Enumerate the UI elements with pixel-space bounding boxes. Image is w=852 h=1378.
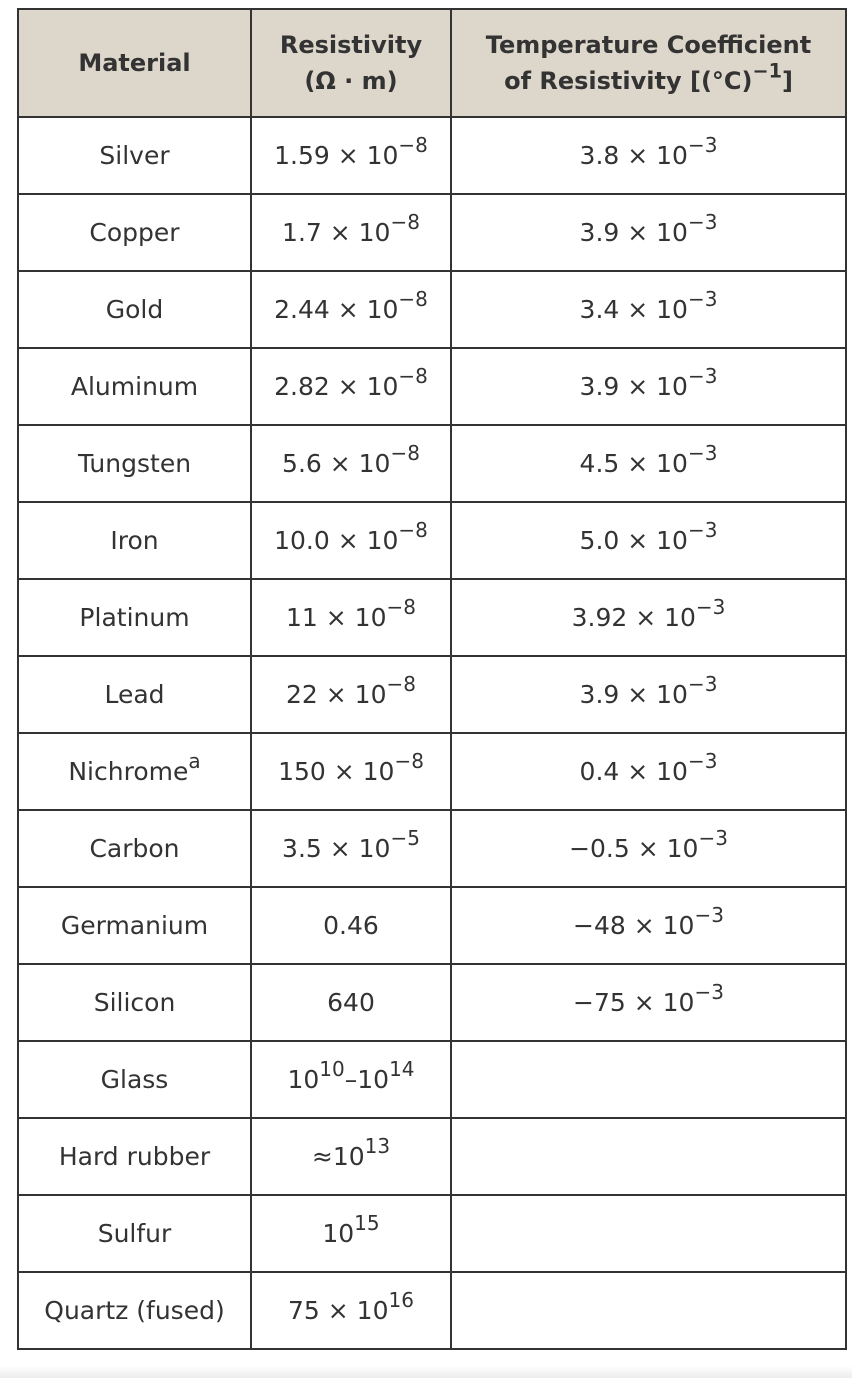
resistivity-mantissa: 10 [287, 1065, 320, 1094]
resistivity-exponent: −8 [390, 441, 420, 465]
material-cell [18, 1195, 251, 1272]
resistivity-cell [251, 887, 451, 964]
resistivity-exponent: −8 [390, 210, 420, 234]
material-name: Platinum [79, 603, 190, 632]
temp-coefficient-cell [451, 964, 846, 1041]
resistivity-cell [251, 1272, 451, 1349]
resistivity-mantissa: 5.6 × 10 [282, 449, 391, 478]
temp-coefficient-cell [451, 1041, 846, 1118]
resistivity-exponent: −8 [394, 749, 424, 773]
resistivity-mantissa: 640 [327, 988, 375, 1017]
temp-coefficient-mantissa: 0.4 × 10 [579, 757, 688, 786]
resistivity-mantissa: 3.5 × 10 [282, 834, 391, 863]
header-temp-coefficient-unit-pre: of Resistivity [(°C) [504, 67, 753, 95]
temp-coefficient-exponent: −3 [695, 595, 726, 619]
temp-coefficient-mantissa: 3.8 × 10 [579, 141, 688, 170]
resistivity-cell [251, 1118, 451, 1195]
table-body [18, 117, 846, 1349]
table-row [18, 1118, 846, 1195]
temp-coefficient-mantissa: 3.9 × 10 [579, 372, 688, 401]
resistivity-cell [251, 117, 451, 194]
resistivity-range-upper-exponent: 14 [389, 1057, 415, 1081]
resistivity-range-upper: –10 [344, 1065, 390, 1094]
material-cell [18, 579, 251, 656]
material-name: Nichrome [68, 757, 189, 786]
material-cell [18, 348, 251, 425]
resistivity-exponent: −8 [398, 287, 428, 311]
resistivity-exponent: 15 [354, 1211, 380, 1235]
resistivity-mantissa: 22 × 10 [286, 680, 387, 709]
temp-coefficient-mantissa: 3.9 × 10 [579, 218, 688, 247]
temp-coefficient-mantissa: 3.4 × 10 [579, 295, 688, 324]
material-name: Aluminum [70, 372, 199, 401]
temp-coefficient-cell [451, 194, 846, 271]
resistivity-mantissa: 10.0 × 10 [274, 526, 399, 555]
temp-coefficient-exponent: −3 [694, 903, 724, 927]
temp-coefficient-mantissa: 4.5 × 10 [579, 449, 688, 478]
temp-coefficient-cell [451, 1118, 846, 1195]
header-temp-coefficient-line1: Temperature Coefficient [485, 31, 812, 59]
temp-coefficient-cell [451, 1272, 846, 1349]
resistivity-cell [251, 1041, 451, 1118]
header-resistivity-unit: (Ω · m) [304, 67, 398, 95]
table-row [18, 425, 846, 502]
material-cell [18, 425, 251, 502]
material-cell [18, 1118, 251, 1195]
resistivity-cell [251, 271, 451, 348]
material-cell [18, 810, 251, 887]
material-cell [18, 1272, 251, 1349]
temp-coefficient-mantissa: 3.9 × 10 [579, 680, 688, 709]
temp-coefficient-exponent: −3 [687, 210, 718, 234]
resistivity-cell [251, 348, 451, 425]
temp-coefficient-exponent: −3 [687, 287, 718, 311]
table-row [18, 117, 846, 194]
resistivity-mantissa: 1.59 × 10 [274, 141, 399, 170]
temp-coefficient-cell [451, 348, 846, 425]
temp-coefficient-cell [451, 579, 846, 656]
header-row [18, 9, 846, 117]
temp-coefficient-cell [451, 810, 846, 887]
resistivity-cell [251, 194, 451, 271]
table-row [18, 348, 846, 425]
table-row [18, 194, 846, 271]
temp-coefficient-exponent: −3 [687, 672, 718, 696]
temp-coefficient-cell [451, 1195, 846, 1272]
temp-coefficient-cell [451, 887, 846, 964]
material-name: Germanium [60, 911, 209, 940]
resistivity-cell [251, 425, 451, 502]
resistivity-exponent: 13 [364, 1134, 391, 1158]
material-name: Iron [110, 526, 159, 555]
resistivity-cell [251, 810, 451, 887]
header-resistivity-line1: Resistivity [279, 31, 423, 59]
header-temp-coefficient [451, 9, 846, 117]
table-row [18, 656, 846, 733]
material-cell [18, 964, 251, 1041]
material-name: Gold [105, 295, 164, 324]
resistivity-cell [251, 1195, 451, 1272]
resistivity-exponent: −5 [390, 826, 420, 850]
resistivity-cell [251, 733, 451, 810]
header-temp-coefficient-unit-post: ] [781, 67, 793, 95]
resistivity-cell [251, 656, 451, 733]
material-name: Silicon [93, 988, 176, 1017]
material-cell [18, 733, 251, 810]
table-row [18, 1272, 846, 1349]
material-cell [18, 1041, 251, 1118]
resistivity-table [17, 8, 847, 1350]
material-name: Lead [104, 680, 165, 709]
header-resistivity [251, 9, 451, 117]
material-cell [18, 656, 251, 733]
temp-coefficient-cell [451, 271, 846, 348]
temp-coefficient-cell [451, 502, 846, 579]
material-name: Quartz (fused) [44, 1296, 225, 1325]
temp-coefficient-mantissa: 3.92 × 10 [571, 603, 696, 632]
resistivity-mantissa: 2.82 × 10 [274, 372, 399, 401]
header-material [18, 9, 251, 117]
material-name: Sulfur [97, 1219, 172, 1248]
table-row [18, 733, 846, 810]
temp-coefficient-exponent: −3 [687, 441, 718, 465]
temp-coefficient-exponent: −3 [687, 518, 718, 542]
table-row [18, 579, 846, 656]
table-row [18, 502, 846, 579]
resistivity-exponent: 10 [319, 1057, 345, 1081]
resistivity-mantissa: 75 × 10 [288, 1296, 389, 1325]
temp-coefficient-exponent: −3 [687, 364, 718, 388]
material-name: Hard rubber [58, 1142, 211, 1171]
temp-coefficient-exponent: −3 [687, 749, 718, 773]
temp-coefficient-mantissa: −75 × 10 [573, 988, 695, 1017]
temp-coefficient-cell [451, 425, 846, 502]
resistivity-mantissa: 150 × 10 [278, 757, 395, 786]
temp-coefficient-mantissa: −48 × 10 [573, 911, 695, 940]
temp-coefficient-exponent: −3 [698, 826, 728, 850]
temp-coefficient-mantissa: 5.0 × 10 [579, 526, 688, 555]
resistivity-exponent: −8 [386, 672, 416, 696]
resistivity-cell [251, 502, 451, 579]
resistivity-mantissa: 1.7 × 10 [282, 218, 391, 247]
resistivity-mantissa: 11 × 10 [286, 603, 387, 632]
material-name: Copper [89, 218, 180, 247]
bottom-shadow [0, 1366, 852, 1378]
resistivity-mantissa: 10 [322, 1219, 355, 1248]
material-cell [18, 502, 251, 579]
header-material-label: Material [78, 49, 191, 77]
temp-coefficient-cell [451, 117, 846, 194]
temp-coefficient-exponent: −3 [694, 980, 724, 1004]
table-row [18, 1195, 846, 1272]
resistivity-cell [251, 579, 451, 656]
table-row [18, 271, 846, 348]
material-name: Tungsten [77, 449, 192, 478]
table-row [18, 964, 846, 1041]
temp-coefficient-exponent: −3 [687, 133, 718, 157]
resistivity-mantissa: ≈10 [311, 1142, 365, 1171]
temp-coefficient-mantissa: −0.5 × 10 [569, 834, 699, 863]
resistivity-exponent: −8 [398, 133, 428, 157]
temp-coefficient-cell [451, 733, 846, 810]
table-header [18, 9, 846, 117]
resistivity-exponent: −8 [398, 364, 428, 388]
material-name: Carbon [89, 834, 180, 863]
resistivity-mantissa: 2.44 × 10 [274, 295, 399, 324]
material-cell [18, 117, 251, 194]
resistivity-mantissa: 0.46 [323, 911, 379, 940]
resistivity-cell [251, 964, 451, 1041]
material-cell [18, 887, 251, 964]
table-row [18, 887, 846, 964]
header-temp-coefficient-unit-exp: −1 [752, 59, 782, 83]
table-row [18, 1041, 846, 1118]
material-footnote-marker: a [188, 749, 201, 773]
material-cell [18, 271, 251, 348]
temp-coefficient-cell [451, 656, 846, 733]
material-name: Silver [99, 141, 170, 170]
header-temp-coefficient-line2 [458, 59, 839, 99]
resistivity-exponent: 16 [388, 1288, 414, 1312]
material-name: Glass [100, 1065, 169, 1094]
resistivity-exponent: −8 [386, 595, 416, 619]
table-row [18, 810, 846, 887]
resistivity-exponent: −8 [398, 518, 428, 542]
material-cell [18, 194, 251, 271]
